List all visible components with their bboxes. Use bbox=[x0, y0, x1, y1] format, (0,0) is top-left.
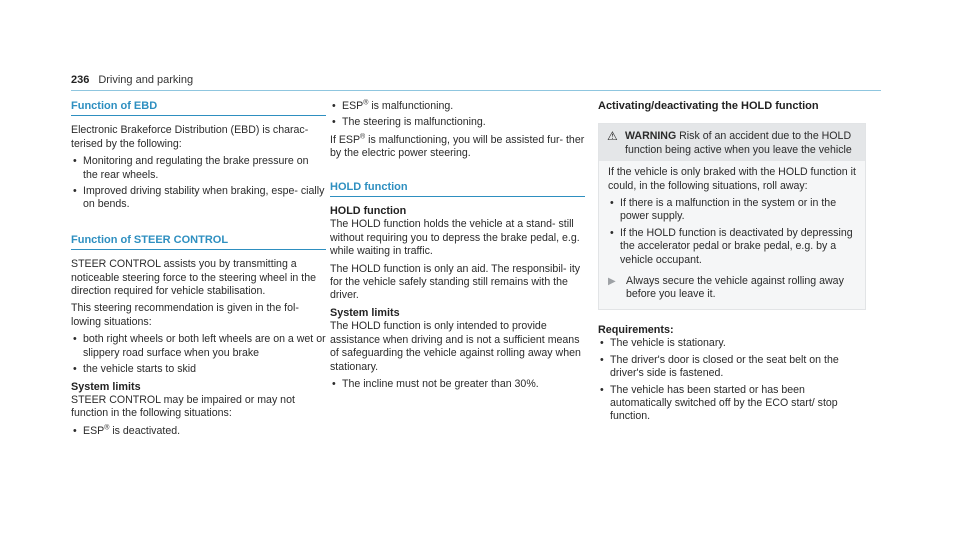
list-item bbox=[330, 100, 585, 113]
tip-text: Always secure the vehicle against rolling away before you leave it. bbox=[626, 275, 844, 301]
list-item: • The vehicle is stationary. bbox=[598, 337, 866, 350]
registered-mark: ® bbox=[360, 133, 366, 141]
section-title-steer-control: Function of STEER CONTROL bbox=[71, 234, 326, 250]
warning-box bbox=[598, 123, 866, 309]
system-limits-heading: System limits bbox=[330, 306, 400, 319]
registered-mark: ® bbox=[104, 424, 110, 432]
tip-row bbox=[608, 275, 856, 302]
bullet-text: is deactivated. bbox=[109, 424, 181, 437]
steer-description: STEER CONTROL assists you by transmitting a noticeable steering force to the steering wheel in the direction required for vehicle stabilisation. bbox=[71, 258, 316, 298]
section-title-hold-function: HOLD function bbox=[330, 181, 585, 197]
section-title-ebd: Function of EBD bbox=[71, 100, 326, 116]
limits-bullet-list bbox=[71, 425, 326, 438]
text-prefix: If ESP bbox=[330, 133, 361, 146]
warning-message bbox=[625, 130, 857, 157]
requirements-heading: Requirements: bbox=[598, 323, 674, 336]
registered-mark: ® bbox=[363, 99, 369, 107]
list-item: • Monitoring and regulating the brake pressure on the rear wheels. bbox=[71, 155, 326, 182]
list-item: • The vehicle has been started or has been automatically switched off by the ECO start/ stop function. bbox=[598, 384, 866, 424]
column-right bbox=[598, 100, 866, 428]
warning-body-text: If the vehicle is only braked with the HOLD function it could, in the following situations, roll away: bbox=[608, 166, 856, 192]
esp-malfunction-text bbox=[330, 134, 585, 161]
play-arrow-icon: ▶ bbox=[608, 276, 616, 288]
list-item: • The driver's door is closed or the seat belt on the driver's side is fastened. bbox=[598, 354, 866, 381]
esp-label: ESP bbox=[342, 100, 364, 112]
ebd-bullet-list bbox=[71, 155, 326, 212]
page-header bbox=[71, 74, 881, 91]
list-item bbox=[71, 425, 326, 438]
system-limits-text: STEER CONTROL may be impaired or may not function in the following situations: bbox=[71, 393, 295, 420]
bullet-text: is malfunctioning. bbox=[368, 100, 454, 112]
esp-bullet-list bbox=[330, 100, 585, 130]
list-item: • Improved driving stability when braking, espe- cially on bends. bbox=[71, 185, 326, 212]
warning-text: Risk of an accident due to the HOLD function being active when you leave the vehicle bbox=[625, 130, 852, 156]
list-item: • both right wheels or both left wheels are on a wet or slippery road surface when you brake bbox=[71, 333, 326, 360]
warning-label: WARNING bbox=[625, 130, 677, 143]
text-suffix: is malfunctioning, you will be assisted fur- ther by the electric power steering. bbox=[330, 133, 585, 160]
warning-bullet-list bbox=[608, 197, 856, 267]
page-number: 236 bbox=[71, 74, 90, 86]
warning-header bbox=[599, 124, 865, 161]
ebd-description: Electronic Brakeforce Distribution (EBD) is charac- terised by the following: bbox=[71, 124, 309, 150]
incline-bullet-list bbox=[330, 378, 585, 391]
hold-responsibility-text: The HOLD function is only an aid. The responsibil- ity for the vehicle safely standing still remains with the driver. bbox=[330, 262, 581, 302]
list-item: • The incline must not be greater than 30%. bbox=[330, 378, 585, 391]
list-item: • The steering is malfunctioning. bbox=[330, 116, 585, 129]
page-section-title: Driving and parking bbox=[98, 74, 194, 86]
steer-bullet-list bbox=[71, 333, 326, 376]
list-item: • the vehicle starts to skid bbox=[71, 363, 326, 376]
hold-function-text: The HOLD function holds the vehicle at a stand- still without requiring you to depress the brake pedal, e.g. while waiting in traffic. bbox=[330, 218, 580, 258]
warning-body bbox=[599, 161, 865, 309]
hold-function-subheading: HOLD function bbox=[330, 205, 407, 218]
esp-label: ESP bbox=[83, 424, 105, 437]
steer-situations-intro: This steering recommendation is given in the fol- lowing situations: bbox=[71, 302, 299, 328]
activating-heading: Activating/deactivating the HOLD function bbox=[598, 100, 819, 112]
system-limits-text: The HOLD function is only intended to provide assistance when driving and is not a sufficient means of safeguarding the vehicle against rolling away when stationary. bbox=[330, 320, 581, 373]
warning-triangle-icon: ⚠ bbox=[607, 129, 618, 144]
column-middle bbox=[330, 100, 585, 395]
requirements-list bbox=[598, 337, 866, 423]
column-left bbox=[71, 100, 326, 442]
system-limits-heading: System limits bbox=[71, 380, 141, 393]
list-item: • If the HOLD function is deactivated by depressing the accelerator pedal or brake pedal, e.g. by a vehicle occupant. bbox=[608, 227, 856, 267]
list-item: • If there is a malfunction in the system or in the power supply. bbox=[608, 197, 856, 224]
